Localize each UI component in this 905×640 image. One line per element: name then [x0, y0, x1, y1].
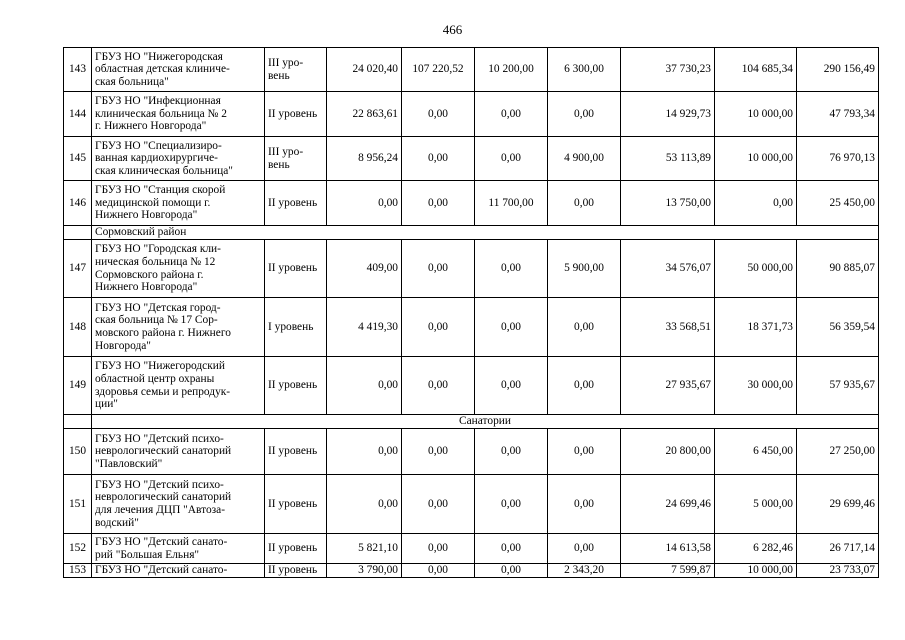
amount-cell: 0,00	[327, 357, 402, 415]
care-level	[265, 475, 327, 534]
amount-cell: 76 970,13	[797, 137, 879, 181]
institution-name-line: ГБУЗ НО "Детский психо-	[95, 478, 224, 491]
table-row	[64, 534, 879, 564]
institution-name-line: медицинской помощи г.	[95, 196, 211, 209]
care-level-line: II уровень	[268, 542, 318, 555]
amount-cell: 25 450,00	[797, 181, 879, 226]
amount-cell: 0,00	[402, 298, 475, 357]
amount-cell: 3 790,00	[327, 564, 402, 578]
table-row	[64, 137, 879, 181]
amount-cell: 0,00	[402, 240, 475, 298]
amount-cell: 30 000,00	[715, 357, 797, 415]
care-level	[265, 92, 327, 137]
amount-cell: 37 730,23	[621, 48, 715, 92]
amount-cell: 10 000,00	[715, 92, 797, 137]
care-level-line: II уровень	[268, 445, 318, 458]
institution-name	[92, 357, 265, 415]
row-number: 151	[64, 475, 92, 534]
amount-cell: 0,00	[402, 137, 475, 181]
amount-cell: 0,00	[548, 429, 621, 475]
amount-cell: 47 793,34	[797, 92, 879, 137]
amount-cell: 6 450,00	[715, 429, 797, 475]
amount-cell: 0,00	[402, 475, 475, 534]
institution-name-line: ническая больница № 12	[95, 255, 216, 268]
institution-name	[92, 298, 265, 357]
row-number: 145	[64, 137, 92, 181]
table-row	[64, 429, 879, 475]
institution-name-line: водский"	[95, 516, 139, 529]
amount-cell: 5 900,00	[548, 240, 621, 298]
row-number: 146	[64, 181, 92, 226]
institution-name	[92, 564, 265, 578]
row-number: 143	[64, 48, 92, 92]
amount-cell: 0,00	[327, 429, 402, 475]
amount-cell: 7 599,87	[621, 564, 715, 578]
amount-cell: 0,00	[327, 181, 402, 226]
institution-name-line: ская больница № 17 Сор-	[95, 314, 218, 327]
row-number: 149	[64, 357, 92, 415]
amount-cell: 0,00	[402, 429, 475, 475]
amount-cell: 409,00	[327, 240, 402, 298]
amount-cell: 0,00	[475, 298, 548, 357]
amount-cell: 0,00	[402, 357, 475, 415]
care-level-line: II уровень	[268, 379, 318, 392]
institution-name-line: для лечения ДЦП "Автоза-	[95, 504, 225, 516]
institution-name	[92, 475, 265, 534]
amount-cell: 57 935,67	[797, 357, 879, 415]
amount-cell: 4 900,00	[548, 137, 621, 181]
table-row	[64, 48, 879, 92]
institution-name-line: ГБУЗ НО "Специализиро-	[95, 139, 222, 152]
row-number: 152	[64, 534, 92, 564]
amount-cell: 90 885,07	[797, 240, 879, 298]
amount-cell: 0,00	[548, 181, 621, 226]
institution-name-line: Новгорода"	[95, 339, 151, 352]
care-level-line: II уровень	[268, 262, 318, 275]
institution-name-line: клиническая больница № 2	[95, 107, 227, 120]
amount-cell: 0,00	[475, 475, 548, 534]
institution-name-line: ГБУЗ НО "Инфекционная	[95, 95, 221, 108]
care-level	[265, 137, 327, 181]
institution-name-line: ГБУЗ НО "Городская кли-	[95, 243, 221, 256]
page-number: 466	[442, 22, 463, 37]
amount-cell: 24 699,46	[621, 475, 715, 534]
institution-name	[92, 240, 265, 298]
table-row	[64, 475, 879, 534]
amount-cell: 33 568,51	[621, 298, 715, 357]
institution-name	[92, 429, 265, 475]
care-level-line: II уровень	[268, 497, 318, 510]
care-level	[265, 357, 327, 415]
care-level	[265, 534, 327, 564]
amount-cell: 10 000,00	[715, 564, 797, 578]
care-level	[265, 429, 327, 475]
amount-cell: 10 000,00	[715, 137, 797, 181]
amount-cell: 34 576,07	[621, 240, 715, 298]
amount-cell: 0,00	[475, 357, 548, 415]
institution-name-line: ГБУЗ НО "Нижегородская	[95, 50, 223, 63]
table-row	[64, 240, 879, 298]
institution-name-line: ГБУЗ НО "Нижегородский	[95, 360, 225, 373]
amount-cell: 13 750,00	[621, 181, 715, 226]
care-level-line: II уровень	[268, 107, 318, 120]
amount-cell: 0,00	[402, 181, 475, 226]
institution-name-line: мовского района г. Нижнего	[95, 327, 231, 339]
amount-cell: 14 613,58	[621, 534, 715, 564]
amount-cell: 4 419,30	[327, 298, 402, 357]
amount-cell: 5 821,10	[327, 534, 402, 564]
section-row	[64, 415, 879, 429]
amount-cell: 0,00	[475, 92, 548, 137]
amount-cell: 0,00	[548, 92, 621, 137]
amount-cell: 0,00	[548, 475, 621, 534]
amount-cell: 0,00	[475, 240, 548, 298]
amount-cell: 6 282,46	[715, 534, 797, 564]
amount-cell: 0,00	[475, 429, 548, 475]
care-level-line: вень	[268, 69, 290, 82]
row-number: 150	[64, 429, 92, 475]
table-row	[64, 298, 879, 357]
amount-cell: 0,00	[475, 564, 548, 578]
amount-cell: 0,00	[402, 564, 475, 578]
amount-cell: 0,00	[715, 181, 797, 226]
institution-name-line: ванная кардиохирургиче-	[95, 152, 218, 165]
amount-cell: 0,00	[327, 475, 402, 534]
amount-cell: 24 020,40	[327, 48, 402, 92]
table-body	[64, 48, 879, 578]
care-level	[265, 48, 327, 92]
amount-cell: 107 220,52	[402, 48, 475, 92]
institution-name-line: Нижнего Новгорода"	[95, 209, 198, 222]
amount-cell: 0,00	[548, 357, 621, 415]
amount-cell: 23 733,07	[797, 564, 879, 578]
amount-cell: 104 685,34	[715, 48, 797, 92]
institution-name-line: областной центр охраны	[95, 372, 215, 385]
amount-cell: 0,00	[475, 534, 548, 564]
amount-cell: 50 000,00	[715, 240, 797, 298]
institution-name-line: Нижнего Новгорода"	[95, 281, 198, 294]
institution-name-line: ГБУЗ НО "Детский психо-	[95, 432, 224, 445]
care-level	[265, 298, 327, 357]
institution-name	[92, 92, 265, 137]
row-number: 144	[64, 92, 92, 137]
institution-name-line: ГБУЗ НО "Станция скорой	[95, 184, 226, 197]
budget-table	[63, 47, 879, 578]
amount-cell: 10 200,00	[475, 48, 548, 92]
institution-name	[92, 534, 265, 564]
institution-name-line: ГБУЗ НО "Детский санато-	[95, 535, 228, 548]
institution-name-line: неврологический санаторий	[95, 445, 232, 458]
section-header: Сормовский район	[92, 226, 879, 240]
care-level	[265, 240, 327, 298]
amount-cell: 5 000,00	[715, 475, 797, 534]
amount-cell: 53 113,89	[621, 137, 715, 181]
amount-cell: 11 700,00	[475, 181, 548, 226]
amount-cell: 14 929,73	[621, 92, 715, 137]
amount-cell: 0,00	[475, 137, 548, 181]
care-level-line: вень	[268, 158, 290, 171]
institution-name-line: "Павловский"	[95, 457, 163, 470]
institution-name-line: ГБУЗ НО "Детский санато-	[95, 564, 228, 576]
institution-name-line: г. Нижнего Новгорода"	[95, 120, 207, 133]
table-row	[64, 181, 879, 226]
amount-cell: 22 863,61	[327, 92, 402, 137]
institution-name	[92, 181, 265, 226]
care-level-line: I уровень	[268, 320, 314, 333]
amount-cell: 8 956,24	[327, 137, 402, 181]
institution-name-line: ская клиническая больница"	[95, 164, 233, 177]
row-number: 153	[64, 564, 92, 578]
care-level-line: III уро-	[268, 56, 304, 69]
row-number: 148	[64, 298, 92, 357]
row-number: 147	[64, 240, 92, 298]
care-level-line: II уровень	[268, 564, 318, 576]
institution-name-line: областная детская клиниче-	[95, 63, 230, 76]
amount-cell: 29 699,46	[797, 475, 879, 534]
amount-cell: 6 300,00	[548, 48, 621, 92]
institution-name	[92, 48, 265, 92]
table-row	[64, 357, 879, 415]
table-row	[64, 92, 879, 137]
amount-cell: 0,00	[402, 92, 475, 137]
institution-name-line: неврологический санаторий	[95, 491, 232, 504]
table-row	[64, 564, 879, 578]
institution-name-line: Сормовского района г.	[95, 268, 204, 281]
amount-cell: 0,00	[402, 534, 475, 564]
amount-cell: 56 359,54	[797, 298, 879, 357]
amount-cell: 290 156,49	[797, 48, 879, 92]
section-number-cell	[64, 415, 92, 429]
amount-cell: 20 800,00	[621, 429, 715, 475]
care-level	[265, 181, 327, 226]
institution-name-line: ГБУЗ НО "Детская город-	[95, 301, 221, 314]
amount-cell: 27 935,67	[621, 357, 715, 415]
institution-name-line: ская больница"	[95, 75, 169, 88]
amount-cell: 27 250,00	[797, 429, 879, 475]
institution-name-line: здоровья семьи и репродук-	[95, 385, 231, 398]
amount-cell: 0,00	[548, 534, 621, 564]
section-row	[64, 226, 879, 240]
amount-cell: 18 371,73	[715, 298, 797, 357]
care-level-line: III уро-	[268, 145, 304, 158]
amount-cell: 0,00	[548, 298, 621, 357]
amount-cell: 2 343,20	[548, 564, 621, 578]
institution-name	[92, 137, 265, 181]
section-header: Санатории	[92, 415, 879, 429]
institution-name-line: ции"	[95, 398, 118, 411]
section-number-cell	[64, 226, 92, 240]
amount-cell: 26 717,14	[797, 534, 879, 564]
care-level-line: II уровень	[268, 196, 318, 209]
care-level	[265, 564, 327, 578]
institution-name-line: рий "Большая Ельня"	[95, 548, 200, 561]
